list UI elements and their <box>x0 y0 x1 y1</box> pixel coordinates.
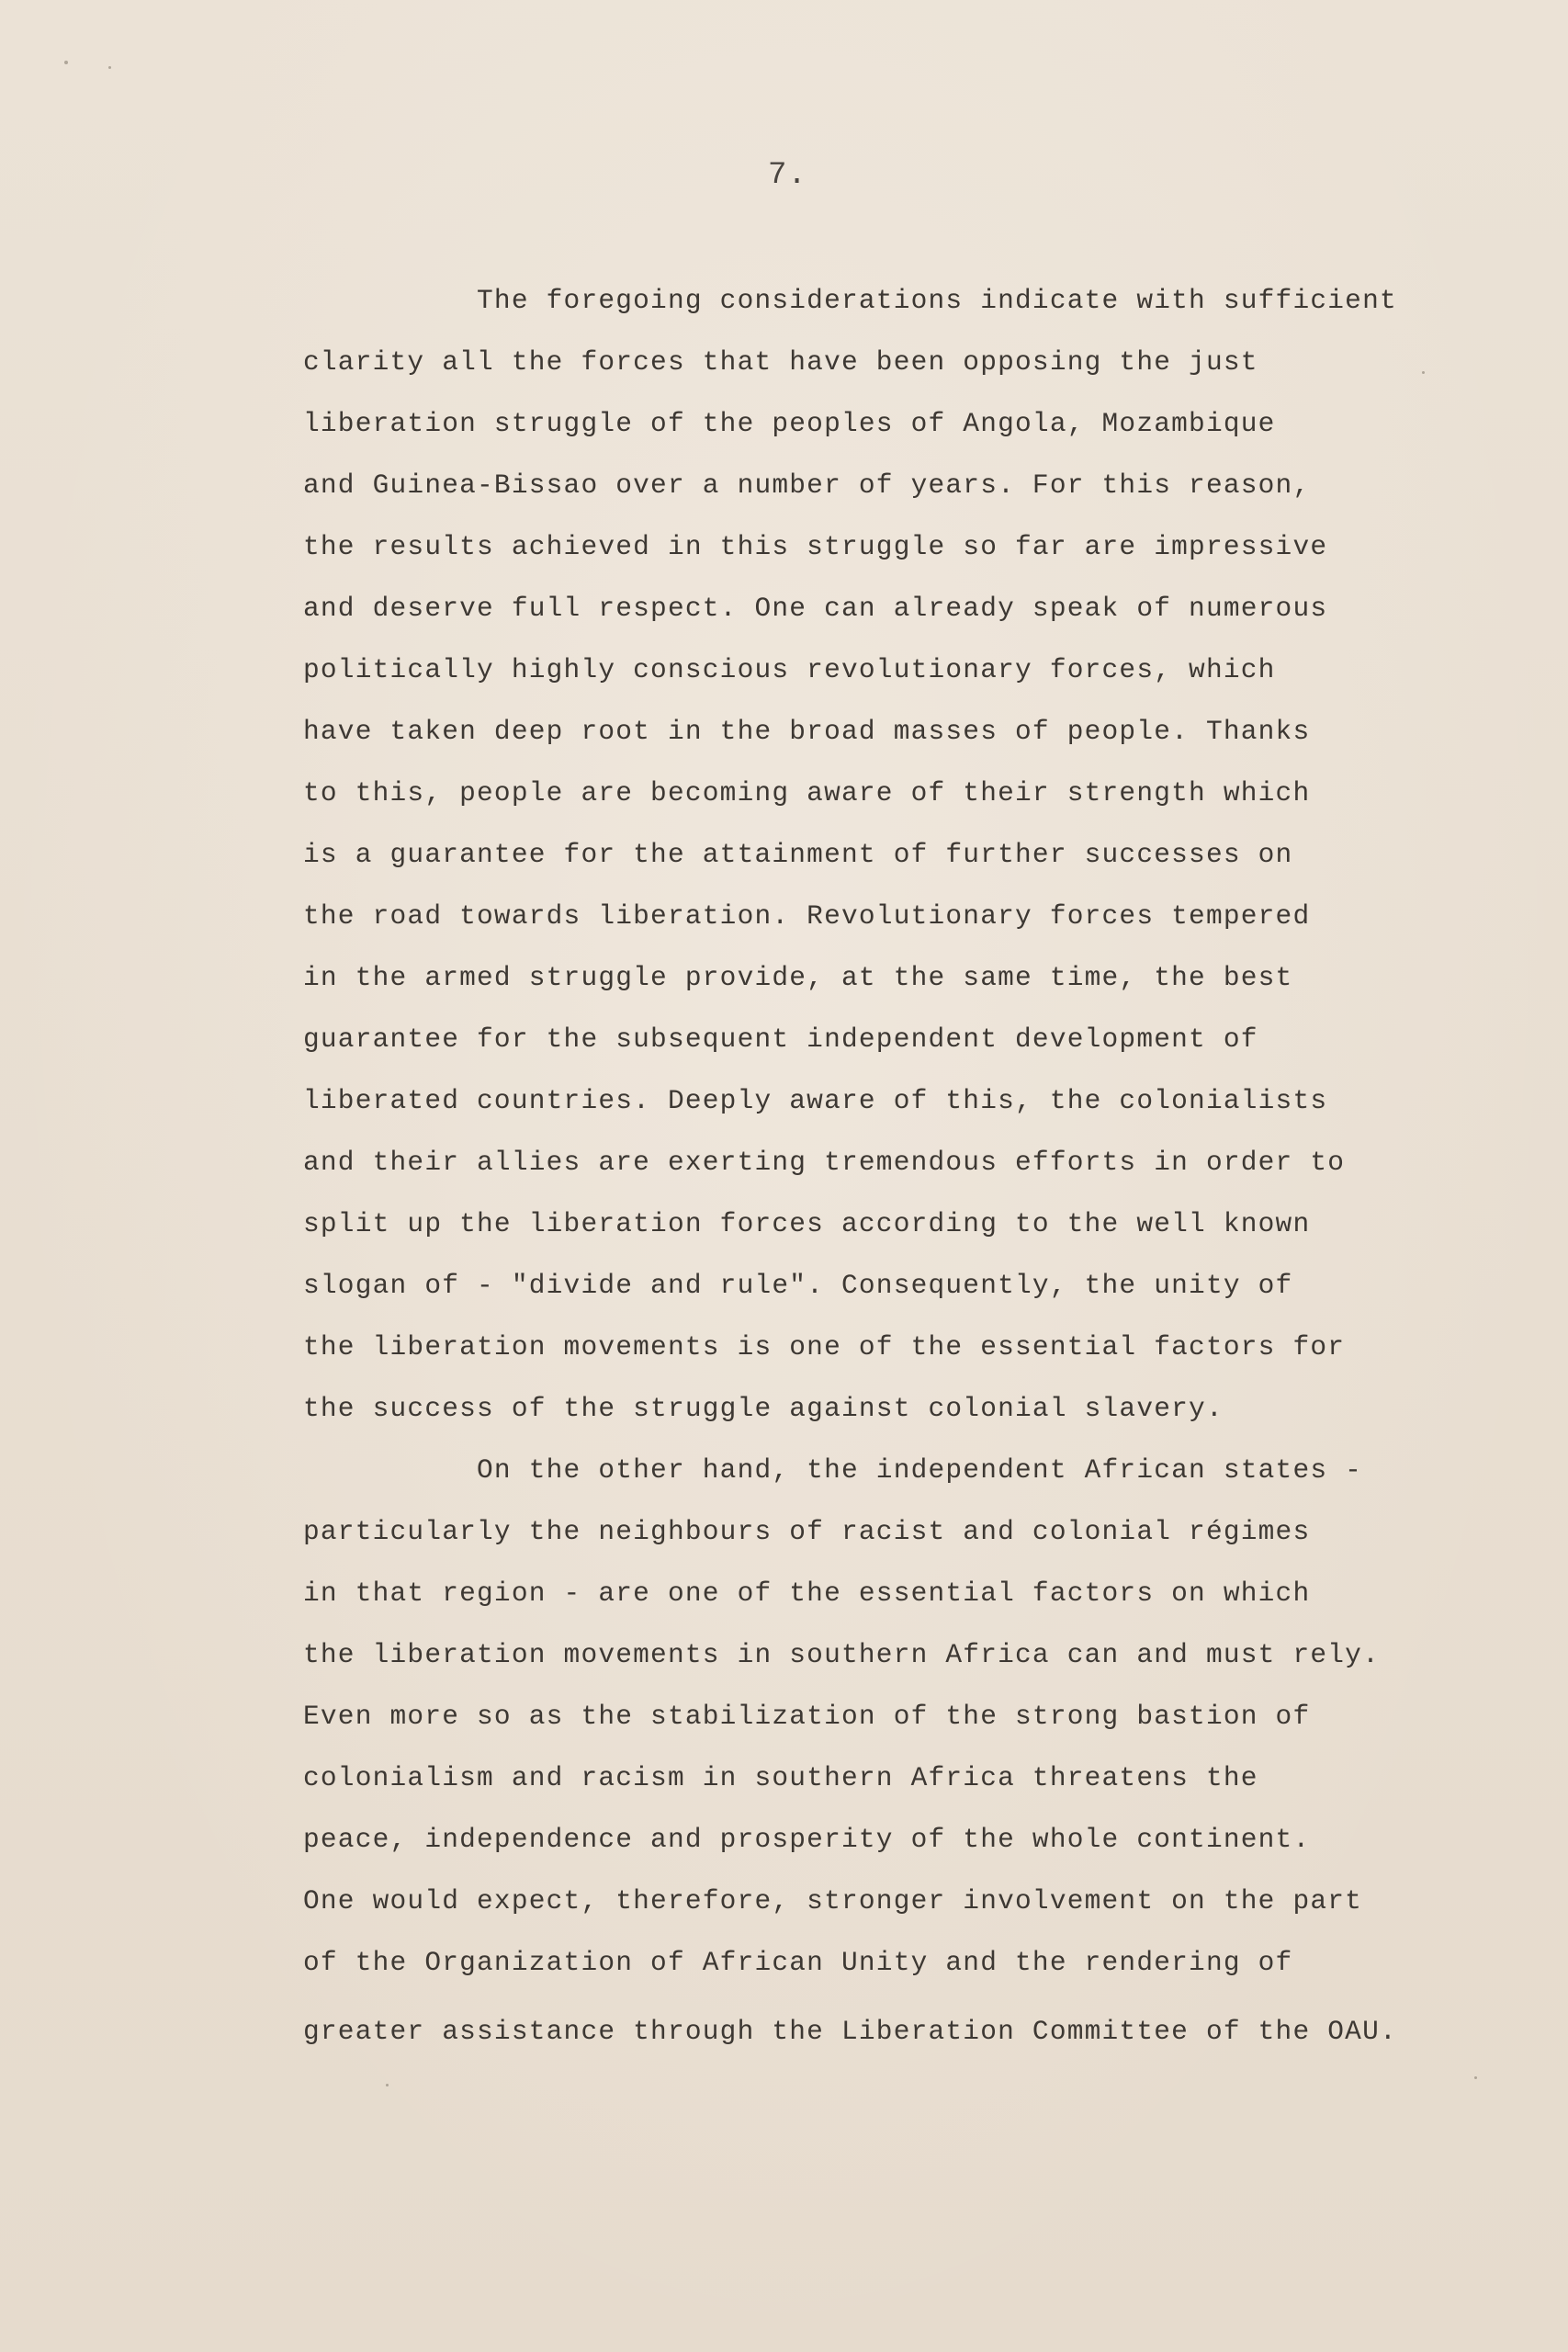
text-line: slogan of - "divide and rule". Consequently, the unity of <box>303 1270 1293 1301</box>
text-line: guarantee for the subsequent independent development of <box>303 1023 1258 1055</box>
text-line: particularly the neighbours of racist and colonial régimes <box>303 1516 1311 1547</box>
text-line: One would expect, therefore, stronger involvement on the part <box>303 1885 1363 1917</box>
paper-speck <box>64 61 68 64</box>
text-line: is a guarantee for the attainment of further successes on <box>303 839 1293 870</box>
paper-speck <box>108 66 111 69</box>
paper-speck <box>1422 371 1425 374</box>
text-line: the results achieved in this struggle so far are impressive <box>303 531 1328 562</box>
text-line: and deserve full respect. One can already speak of numerous <box>303 593 1328 624</box>
text-line: peace, independence and prosperity of the whole continent. <box>303 1824 1311 1855</box>
text-line: The foregoing considerations indicate with sufficient <box>303 285 1397 316</box>
page-number: 7. <box>768 158 807 193</box>
text-line: On the other hand, the independent African states - <box>303 1454 1363 1486</box>
body-text <box>303 0 1516 2047</box>
paper-speck <box>386 2084 389 2086</box>
text-line: clarity all the forces that have been opposing the just <box>303 346 1258 378</box>
text-line: in the armed struggle provide, at the same time, the best <box>303 962 1293 993</box>
text-line: liberation struggle of the peoples of Angola, Mozambique <box>303 408 1276 439</box>
text-line: the liberation movements in southern Africa can and must rely. <box>303 1639 1380 1670</box>
text-line: to this, people are becoming aware of their strength which <box>303 777 1311 808</box>
text-line: greater assistance through the Liberation Committee of the OAU. <box>303 2016 1397 2047</box>
text-line: politically highly conscious revolutionary forces, which <box>303 654 1276 685</box>
text-line: and Guinea-Bissao over a number of years. For this reason, <box>303 469 1311 501</box>
text-line: colonialism and racism in southern Africa threatens the <box>303 1762 1258 1793</box>
paper-speck <box>1474 2076 1477 2079</box>
text-line: the liberation movements is one of the essential factors for <box>303 1331 1346 1363</box>
text-line: have taken deep root in the broad masses of people. Thanks <box>303 716 1311 747</box>
text-line: the road towards liberation. Revolutionary forces tempered <box>303 900 1311 932</box>
text-line: the success of the struggle against colonial slavery. <box>303 1393 1224 1424</box>
text-line: of the Organization of African Unity and the rendering of <box>303 1947 1293 1978</box>
text-line: Even more so as the stabilization of the strong bastion of <box>303 1701 1311 1732</box>
text-line: split up the liberation forces according to the well known <box>303 1208 1311 1239</box>
text-line: and their allies are exerting tremendous efforts in order to <box>303 1147 1346 1178</box>
text-line: liberated countries. Deeply aware of this, the colonialists <box>303 1085 1328 1116</box>
text-line: in that region - are one of the essential factors on which <box>303 1577 1311 1609</box>
